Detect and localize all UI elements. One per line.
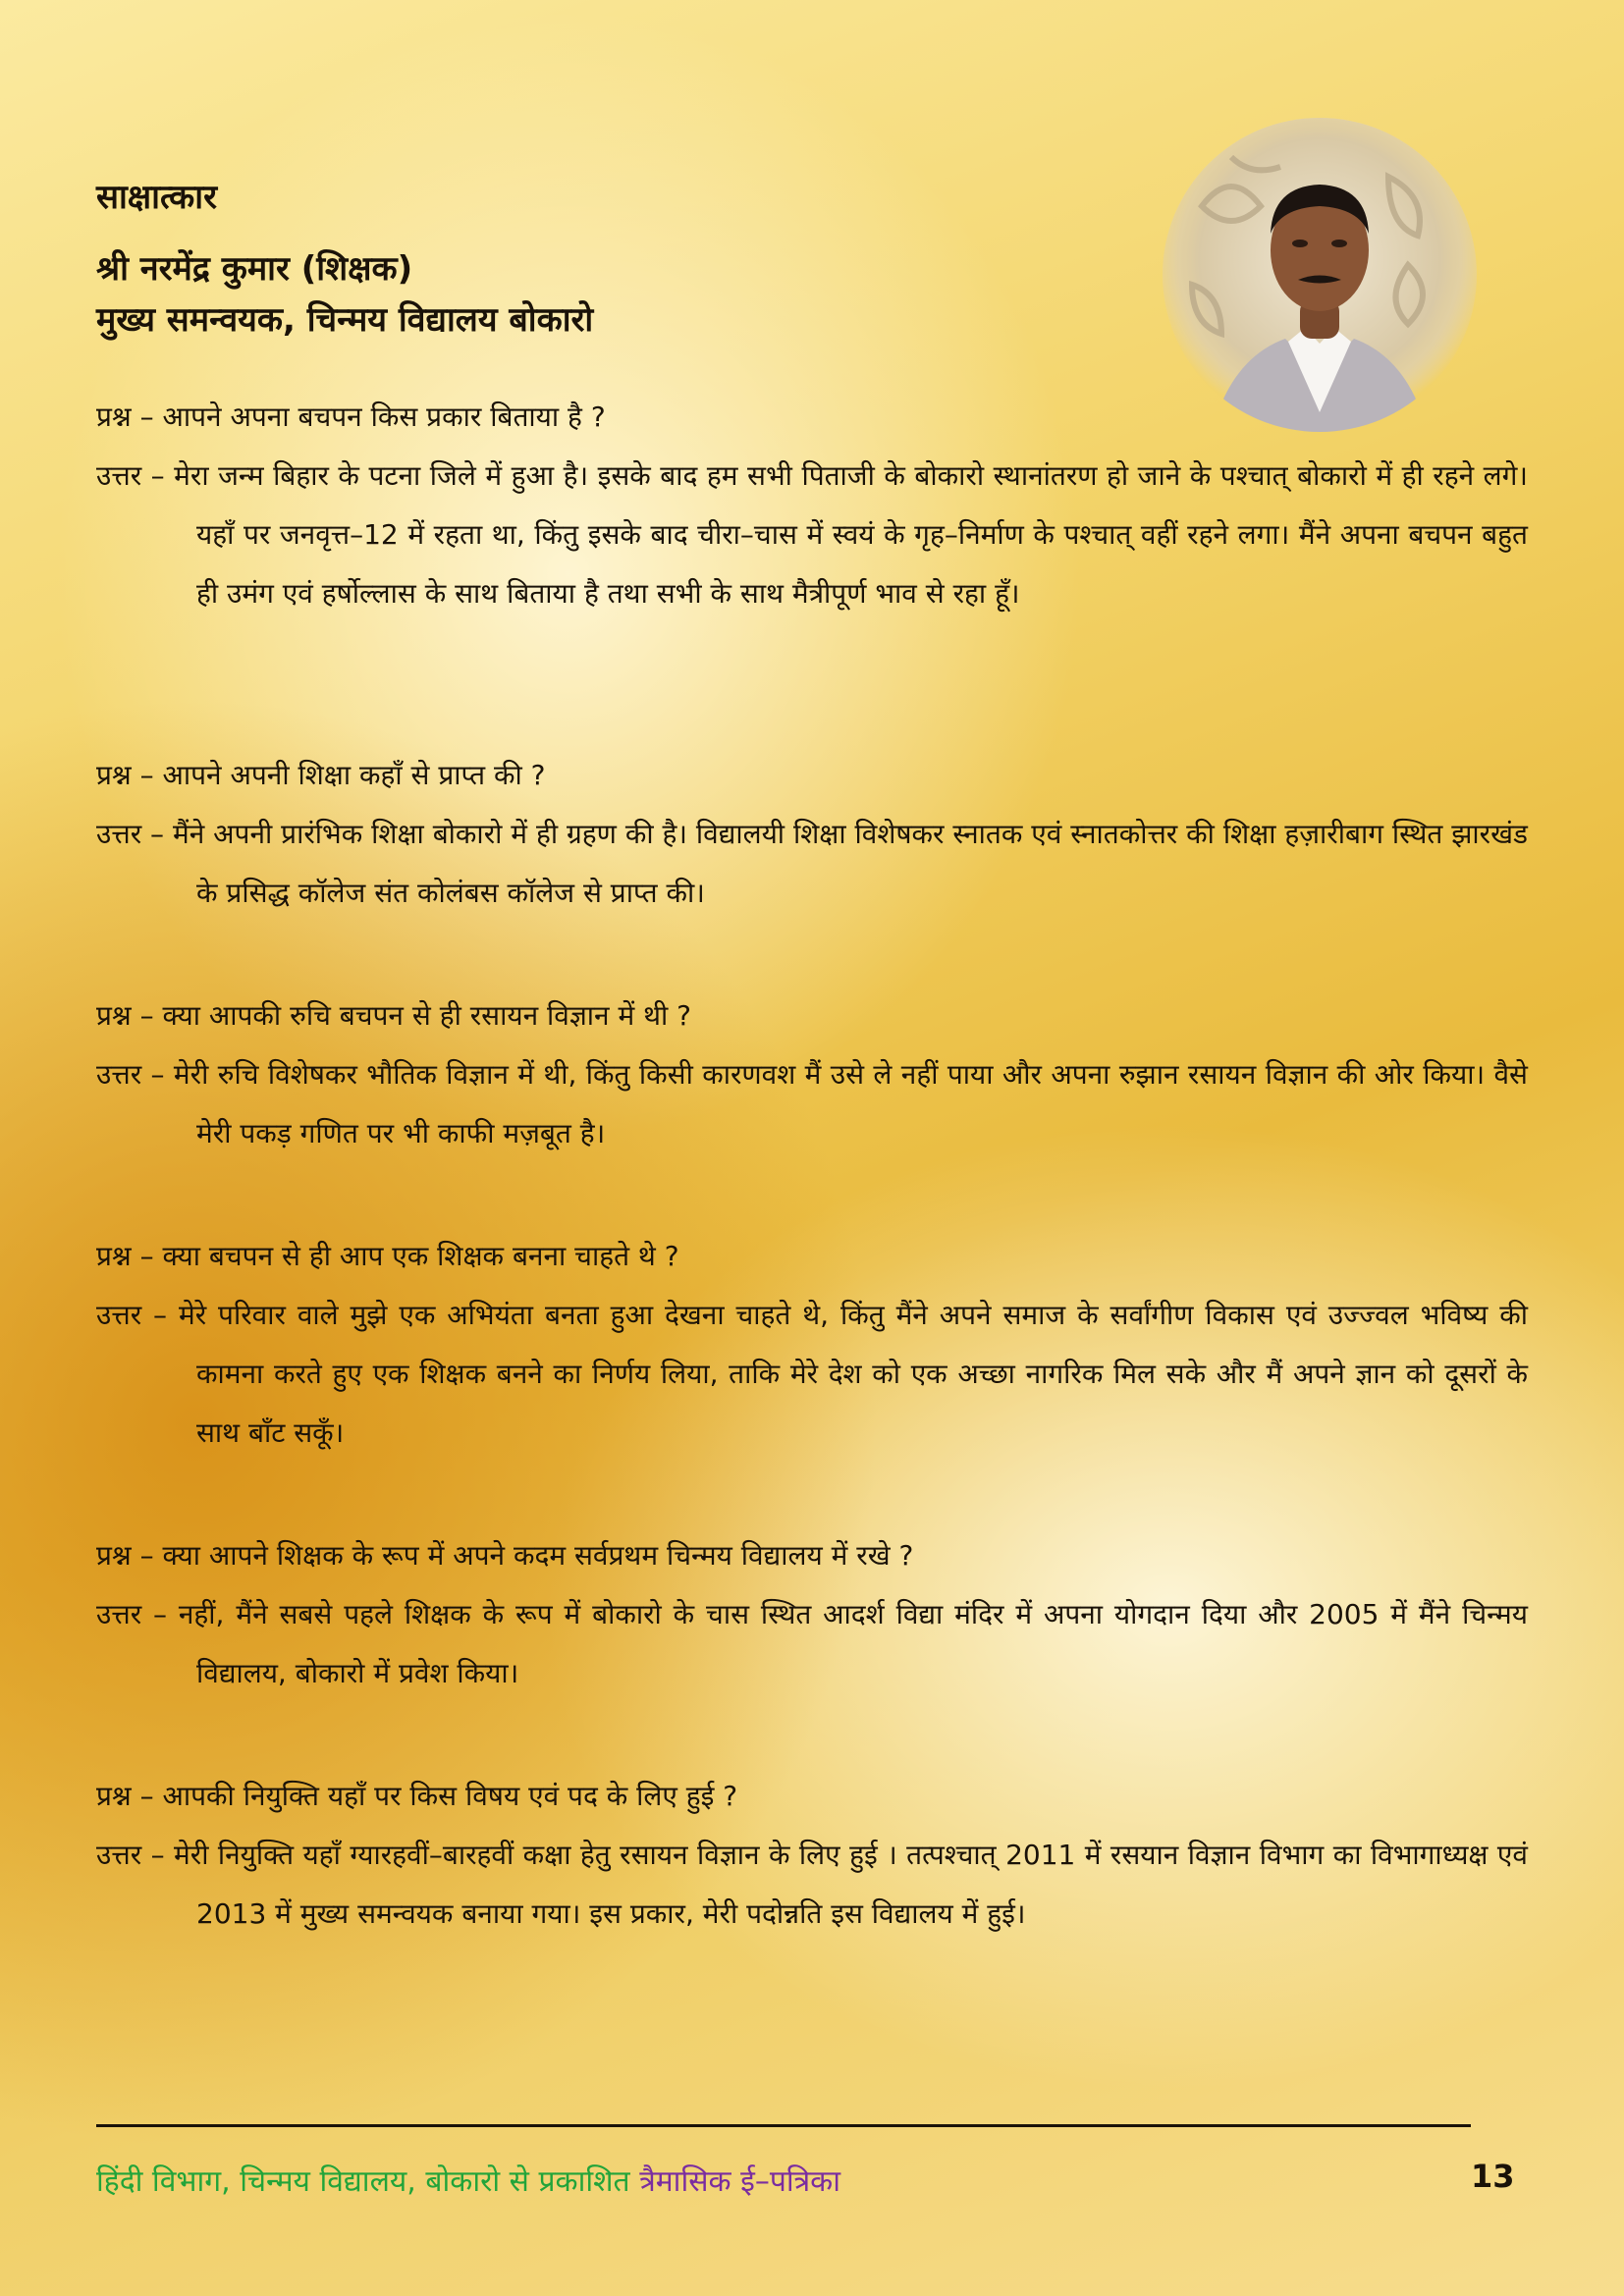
answer: उत्तर – मेरे परिवार वाले मुझे एक अभियंता बनता हुआ देखना चाहते थे, किंतु मैंने अपने समाज के सर्वांगीण विकास एवं उज्ज्वल भविष्य की कामना करते हुए एक शिक्षक बनने का निर्णय लिया, ताकि मेरे देश को एक अच्छा नागरिक मिल सके और मैं अपने ज्ञान को दूसरों के साथ बाँट सकूँ। <box>96 1299 1528 1449</box>
portrait-illustration <box>1163 118 1477 432</box>
qa-block <box>96 388 1528 623</box>
answer: उत्तर – मैंने अपनी प्रारंभिक शिक्षा बोकारो में ही ग्रहण की है। विद्यालयी शिक्षा विशेषकर स्नातक एवं स्नातकोत्तर की शिक्षा हज़ारीबाग स्थित झारखंड के प्रसिद्ध कॉलेज संत कोलंबस कॉलेज से प्राप्त की। <box>96 818 1528 909</box>
qa-block <box>96 987 1528 1163</box>
footer-credit <box>96 2160 840 2200</box>
answer: उत्तर – नहीं, मैंने सबसे पहले शिक्षक के रूप में बोकारो के चास स्थित आदर्श विद्या मंदिर में अपना योगदान दिया और 2005 में मैंने चिन्मय विद्यालय, बोकारो में प्रवेश किया। <box>96 1598 1528 1689</box>
footer-publisher: हिंदी विभाग, चिन्मय विद्यालय, बोकारो से प्रकाशित <box>96 2164 630 2199</box>
footer-magazine: त्रैमासिक ई–पत्रिका <box>639 2164 840 2199</box>
qa-block <box>96 1227 1528 1463</box>
page-number: 13 <box>1471 2158 1515 2195</box>
answer: उत्तर – मेरी रुचि विशेषकर भौतिक विज्ञान में थी, किंतु किसी कारणवश मैं उसे ले नहीं पाया और अपना रुझान रसायन विज्ञान की ओर किया। वैसे मेरी पकड़ गणित पर भी काफी मज़बूत है। <box>96 1058 1528 1149</box>
question: प्रश्न – आपने अपनी शिक्षा कहाँ से प्राप्त की ? <box>96 759 546 791</box>
section-kicker: साक्षात्कार <box>96 178 217 217</box>
interviewee-role: मुख्य समन्वयक, चिन्मय विद्यालय बोकारो <box>96 300 594 340</box>
interviewee-name: श्री नरमेंद्र कुमार (शिक्षक) <box>96 249 413 289</box>
answer: उत्तर – मेरी नियुक्ति यहाँ ग्यारहवीं–बारहवीं कक्षा हेतु रसायन विज्ञान के लिए हुई । तत्पश्चात् 2011 में रसयान विज्ञान विभाग का विभागाध्यक्ष एवं 2013 में मुख्य समन्वयक बनाया गया। इस प्रकार, मेरी पदोन्नति इस विद्यालय में हुई। <box>96 1839 1528 1930</box>
interviewee-heading <box>96 243 593 346</box>
question: प्रश्न – आपकी नियुक्ति यहाँ पर किस विषय एवं पद के लिए हुई ? <box>96 1780 738 1812</box>
question: प्रश्न – क्या आपकी रुचि बचपन से ही रसायन विज्ञान में थी ? <box>96 999 692 1032</box>
footer-divider <box>96 2124 1471 2127</box>
qa-block <box>96 746 1528 923</box>
qa-block <box>96 1526 1528 1703</box>
qa-block <box>96 1767 1528 1944</box>
question: प्रश्न – क्या आपने शिक्षक के रूप में अपने कदम सर्वप्रथम चिन्मय विद्यालय में रखे ? <box>96 1539 914 1572</box>
question: प्रश्न – क्या बचपन से ही आप एक शिक्षक बनना चाहते थे ? <box>96 1240 679 1272</box>
question: प्रश्न – आपने अपना बचपन किस प्रकार बिताया है ? <box>96 400 606 433</box>
portrait-photo <box>1163 118 1477 432</box>
answer: उत्तर – मेरा जन्म बिहार के पटना जिले में हुआ है। इसके बाद हम सभी पिताजी के बोकारो स्थानांतरण हो जाने के पश्चात् बोकारो में ही रहने लगे। यहाँ पर जनवृत्त–12 में रहता था, किंतु इसके बाद चीरा–चास में स्वयं के गृह–निर्माण के पश्चात् वहीं रहने लगा। मैंने अपना बचपन बहुत ही उमंग एवं हर्षोल्लास के साथ बिताया है तथा सभी के साथ मैत्रीपूर्ण भाव से रहा हूँ। <box>96 459 1528 610</box>
